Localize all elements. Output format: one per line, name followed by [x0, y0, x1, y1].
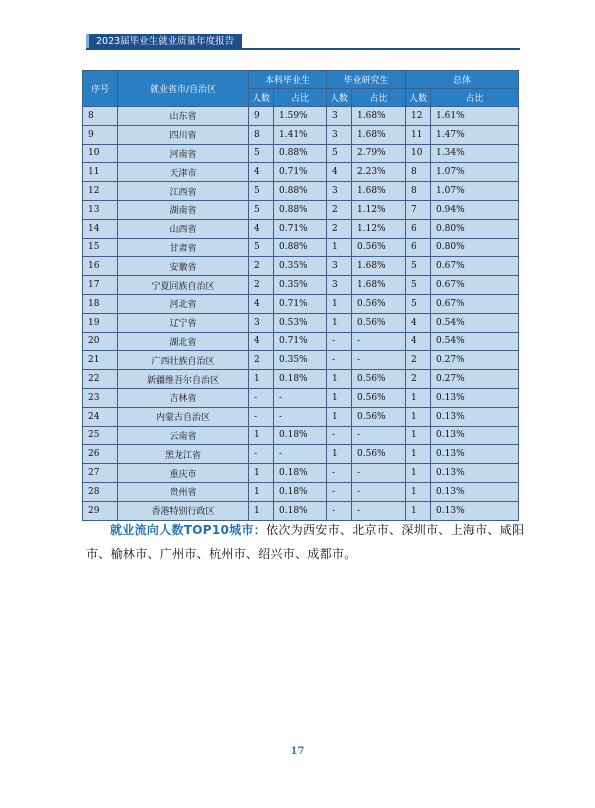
cell-undergrad-count: 2 — [249, 276, 274, 295]
cell-total-count: 1 — [406, 445, 431, 464]
cell-graduate-ratio: - — [352, 482, 406, 501]
cell-graduate-count: 1 — [327, 238, 352, 257]
cell-total-ratio: 0.67% — [431, 276, 519, 295]
cell-graduate-ratio: - — [352, 501, 406, 520]
cell-graduate-ratio: 0.56% — [352, 445, 406, 464]
cell-undergrad-ratio: 1.41% — [274, 125, 327, 144]
cell-total-ratio: 0.94% — [431, 200, 519, 219]
cell-graduate-ratio: 0.56% — [352, 388, 406, 407]
table-row — [83, 200, 519, 219]
cell-total-ratio: 0.67% — [431, 294, 519, 313]
cell-undergrad-count: 5 — [249, 200, 274, 219]
cell-province: 黑龙江省 — [118, 445, 249, 464]
cell-total-count: 2 — [406, 370, 431, 389]
header-ratio: 占比 — [274, 89, 327, 107]
cell-graduate-count: - — [327, 351, 352, 370]
page-number: 17 — [290, 746, 305, 757]
table-row — [83, 144, 519, 163]
cell-province: 山西省 — [118, 219, 249, 238]
cell-no: 25 — [83, 426, 118, 445]
table-row — [83, 294, 519, 313]
cell-province: 河南省 — [118, 144, 249, 163]
cell-province: 吉林省 — [118, 388, 249, 407]
cell-undergrad-count: 4 — [249, 163, 274, 182]
cell-graduate-count: 3 — [327, 107, 352, 126]
cell-total-ratio: 1.61% — [431, 107, 519, 126]
cell-undergrad-ratio: 0.18% — [274, 464, 327, 483]
cell-undergrad-ratio: 0.35% — [274, 257, 327, 276]
cell-total-count: 4 — [406, 332, 431, 351]
cell-total-ratio: 0.27% — [431, 351, 519, 370]
cell-undergrad-ratio: 0.88% — [274, 238, 327, 257]
table-row — [83, 482, 519, 501]
paragraph-text: 依次为西安市、北京市、深圳市、上海市、咸阳市、榆林市、广州市、杭州市、绍兴市、成都市。 — [86, 523, 525, 561]
table-row — [83, 257, 519, 276]
cell-province: 辽宁省 — [118, 313, 249, 332]
cell-graduate-ratio: - — [352, 332, 406, 351]
table-row — [83, 313, 519, 332]
cell-no: 14 — [83, 219, 118, 238]
cell-undergrad-count: 4 — [249, 219, 274, 238]
header-undergrad: 本科毕业生 — [249, 71, 327, 89]
table-row — [83, 445, 519, 464]
cell-graduate-count: - — [327, 501, 352, 520]
cell-no: 15 — [83, 238, 118, 257]
cell-no: 21 — [83, 351, 118, 370]
cell-undergrad-count: 2 — [249, 257, 274, 276]
cell-province: 江西省 — [118, 182, 249, 201]
cell-no: 9 — [83, 125, 118, 144]
cell-graduate-ratio: 2.79% — [352, 144, 406, 163]
cell-graduate-ratio: - — [352, 464, 406, 483]
header-no: 序号 — [83, 71, 118, 107]
cell-no: 17 — [83, 276, 118, 295]
cell-graduate-ratio: 2.23% — [352, 163, 406, 182]
cell-total-count: 1 — [406, 501, 431, 520]
cell-graduate-ratio: 1.68% — [352, 182, 406, 201]
paragraph-lead: 就业流向人数TOP10城市： — [110, 523, 267, 537]
table-row — [83, 238, 519, 257]
cell-total-count: 1 — [406, 407, 431, 426]
cell-total-count: 1 — [406, 426, 431, 445]
cell-total-count: 2 — [406, 351, 431, 370]
cell-graduate-count: 2 — [327, 200, 352, 219]
table-row — [83, 370, 519, 389]
table-row — [83, 388, 519, 407]
cell-graduate-ratio: 1.68% — [352, 276, 406, 295]
cell-total-ratio: 0.13% — [431, 388, 519, 407]
header-count: 人数 — [249, 89, 274, 107]
cell-province: 甘肃省 — [118, 238, 249, 257]
cell-undergrad-ratio: 0.18% — [274, 370, 327, 389]
table-header-row — [83, 71, 519, 89]
cell-province: 广西壮族自治区 — [118, 351, 249, 370]
cell-total-count: 5 — [406, 294, 431, 313]
cell-undergrad-count: 5 — [249, 144, 274, 163]
cell-graduate-ratio: 0.56% — [352, 238, 406, 257]
cell-total-count: 1 — [406, 464, 431, 483]
header-rule — [86, 48, 520, 50]
cell-province: 云南省 — [118, 426, 249, 445]
cell-total-ratio: 0.80% — [431, 238, 519, 257]
cell-no: 12 — [83, 182, 118, 201]
table-row — [83, 276, 519, 295]
cell-no: 18 — [83, 294, 118, 313]
cell-undergrad-count: 1 — [249, 501, 274, 520]
cell-undergrad-count: - — [249, 388, 274, 407]
table-row — [83, 351, 519, 370]
cell-graduate-ratio: 0.56% — [352, 407, 406, 426]
cell-no: 20 — [83, 332, 118, 351]
cell-graduate-ratio: 1.68% — [352, 107, 406, 126]
cell-graduate-count: - — [327, 426, 352, 445]
cell-undergrad-count: 5 — [249, 182, 274, 201]
cell-province: 重庆市 — [118, 464, 249, 483]
cell-graduate-count: 3 — [327, 257, 352, 276]
cell-undergrad-ratio: 0.35% — [274, 351, 327, 370]
cell-undergrad-ratio: 0.53% — [274, 313, 327, 332]
cell-total-count: 5 — [406, 276, 431, 295]
cell-undergrad-count: 4 — [249, 294, 274, 313]
cell-province: 香港特别行政区 — [118, 501, 249, 520]
header-ratio: 占比 — [352, 89, 406, 107]
cell-province: 内蒙古自治区 — [118, 407, 249, 426]
header-count: 人数 — [327, 89, 352, 107]
cell-total-count: 5 — [406, 257, 431, 276]
cell-total-ratio: 0.27% — [431, 370, 519, 389]
cell-undergrad-count: 5 — [249, 238, 274, 257]
cell-total-count: 7 — [406, 200, 431, 219]
cell-province: 安徽省 — [118, 257, 249, 276]
cell-province: 湖北省 — [118, 332, 249, 351]
cell-undergrad-count: 1 — [249, 482, 274, 501]
cell-graduate-count: 1 — [327, 370, 352, 389]
cell-graduate-count: 1 — [327, 407, 352, 426]
cell-undergrad-count: - — [249, 445, 274, 464]
cell-graduate-count: - — [327, 482, 352, 501]
cell-undergrad-count: 9 — [249, 107, 274, 126]
header-province: 就业省市/自治区 — [118, 71, 249, 107]
cell-total-count: 8 — [406, 182, 431, 201]
cell-total-ratio: 0.13% — [431, 501, 519, 520]
cell-total-ratio: 0.13% — [431, 445, 519, 464]
cell-total-count: 8 — [406, 163, 431, 182]
cell-graduate-count: - — [327, 464, 352, 483]
cell-undergrad-ratio: - — [274, 445, 327, 464]
table-row — [83, 219, 519, 238]
cell-total-count: 10 — [406, 144, 431, 163]
cell-undergrad-ratio: 0.88% — [274, 182, 327, 201]
cell-undergrad-ratio: 0.71% — [274, 163, 327, 182]
cell-undergrad-ratio: 0.71% — [274, 294, 327, 313]
cell-undergrad-count: 1 — [249, 370, 274, 389]
cell-total-count: 4 — [406, 313, 431, 332]
cell-no: 22 — [83, 370, 118, 389]
cell-graduate-count: 5 — [327, 144, 352, 163]
cell-undergrad-ratio: 0.35% — [274, 276, 327, 295]
cell-province: 河北省 — [118, 294, 249, 313]
cell-undergrad-ratio: 0.88% — [274, 200, 327, 219]
cell-total-ratio: 0.13% — [431, 426, 519, 445]
cell-graduate-ratio: - — [352, 426, 406, 445]
cell-total-count: 1 — [406, 482, 431, 501]
cell-total-count: 6 — [406, 219, 431, 238]
cell-province: 四川省 — [118, 125, 249, 144]
cell-undergrad-ratio: 0.71% — [274, 332, 327, 351]
cell-graduate-count: 3 — [327, 182, 352, 201]
cell-undergrad-count: - — [249, 407, 274, 426]
cell-graduate-count: 1 — [327, 294, 352, 313]
table-row — [83, 426, 519, 445]
cell-province: 山东省 — [118, 107, 249, 126]
cell-undergrad-ratio: - — [274, 407, 327, 426]
cell-undergrad-count: 1 — [249, 426, 274, 445]
cell-no: 19 — [83, 313, 118, 332]
running-header — [86, 34, 520, 50]
cell-total-count: 1 — [406, 388, 431, 407]
cell-undergrad-count: 1 — [249, 464, 274, 483]
cell-no: 27 — [83, 464, 118, 483]
cell-undergrad-count: 4 — [249, 332, 274, 351]
table-row — [83, 407, 519, 426]
cell-total-count: 6 — [406, 238, 431, 257]
cell-no: 13 — [83, 200, 118, 219]
cell-no: 24 — [83, 407, 118, 426]
top10-cities-paragraph — [86, 518, 526, 566]
cell-total-ratio: 0.54% — [431, 313, 519, 332]
cell-total-ratio: 0.67% — [431, 257, 519, 276]
cell-total-count: 12 — [406, 107, 431, 126]
cell-graduate-ratio: 1.12% — [352, 200, 406, 219]
header-ratio: 占比 — [431, 89, 519, 107]
cell-total-ratio: 1.34% — [431, 144, 519, 163]
cell-no: 16 — [83, 257, 118, 276]
cell-undergrad-count: 3 — [249, 313, 274, 332]
cell-graduate-ratio: 0.56% — [352, 370, 406, 389]
cell-province: 宁夏回族自治区 — [118, 276, 249, 295]
cell-undergrad-ratio: 0.18% — [274, 501, 327, 520]
cell-graduate-ratio: 1.12% — [352, 219, 406, 238]
cell-graduate-ratio: 1.68% — [352, 257, 406, 276]
cell-province: 贵州省 — [118, 482, 249, 501]
cell-no: 11 — [83, 163, 118, 182]
cell-total-ratio: 0.13% — [431, 407, 519, 426]
cell-no: 10 — [83, 144, 118, 163]
cell-graduate-ratio: 0.56% — [352, 294, 406, 313]
table-row — [83, 332, 519, 351]
cell-graduate-count: 3 — [327, 276, 352, 295]
cell-graduate-count: 1 — [327, 388, 352, 407]
cell-graduate-ratio: - — [352, 351, 406, 370]
cell-no: 8 — [83, 107, 118, 126]
cell-undergrad-ratio: 0.18% — [274, 482, 327, 501]
report-title-badge: 2023届毕业生就业质量年度报告 — [86, 34, 242, 49]
cell-graduate-ratio: 0.56% — [352, 313, 406, 332]
table-row — [83, 464, 519, 483]
cell-undergrad-ratio: 0.71% — [274, 219, 327, 238]
cell-province: 湖南省 — [118, 200, 249, 219]
cell-total-ratio: 0.80% — [431, 219, 519, 238]
table-row — [83, 163, 519, 182]
cell-undergrad-ratio: 0.18% — [274, 426, 327, 445]
cell-province: 天津市 — [118, 163, 249, 182]
province-employment-table — [82, 70, 519, 521]
table-row — [83, 182, 519, 201]
cell-no: 29 — [83, 501, 118, 520]
cell-undergrad-ratio: 1.59% — [274, 107, 327, 126]
cell-graduate-count: 2 — [327, 219, 352, 238]
cell-no: 28 — [83, 482, 118, 501]
cell-province: 新疆维吾尔自治区 — [118, 370, 249, 389]
header-count: 人数 — [406, 89, 431, 107]
cell-total-ratio: 1.07% — [431, 163, 519, 182]
cell-no: 26 — [83, 445, 118, 464]
table-row — [83, 107, 519, 126]
cell-undergrad-ratio: 0.88% — [274, 144, 327, 163]
cell-graduate-count: 1 — [327, 445, 352, 464]
cell-graduate-count: 3 — [327, 125, 352, 144]
table-row — [83, 125, 519, 144]
cell-total-ratio: 1.47% — [431, 125, 519, 144]
header-accent — [86, 34, 89, 49]
cell-total-ratio: 0.13% — [431, 464, 519, 483]
header-total: 总体 — [406, 71, 519, 89]
cell-total-ratio: 0.54% — [431, 332, 519, 351]
cell-total-ratio: 0.13% — [431, 482, 519, 501]
cell-no: 23 — [83, 388, 118, 407]
cell-undergrad-ratio: - — [274, 388, 327, 407]
cell-undergrad-count: 8 — [249, 125, 274, 144]
cell-graduate-count: - — [327, 332, 352, 351]
cell-graduate-count: 4 — [327, 163, 352, 182]
cell-total-count: 11 — [406, 125, 431, 144]
cell-undergrad-count: 2 — [249, 351, 274, 370]
header-graduate: 毕业研究生 — [327, 71, 406, 89]
cell-graduate-count: 1 — [327, 313, 352, 332]
cell-graduate-ratio: 1.68% — [352, 125, 406, 144]
cell-total-ratio: 1.07% — [431, 182, 519, 201]
